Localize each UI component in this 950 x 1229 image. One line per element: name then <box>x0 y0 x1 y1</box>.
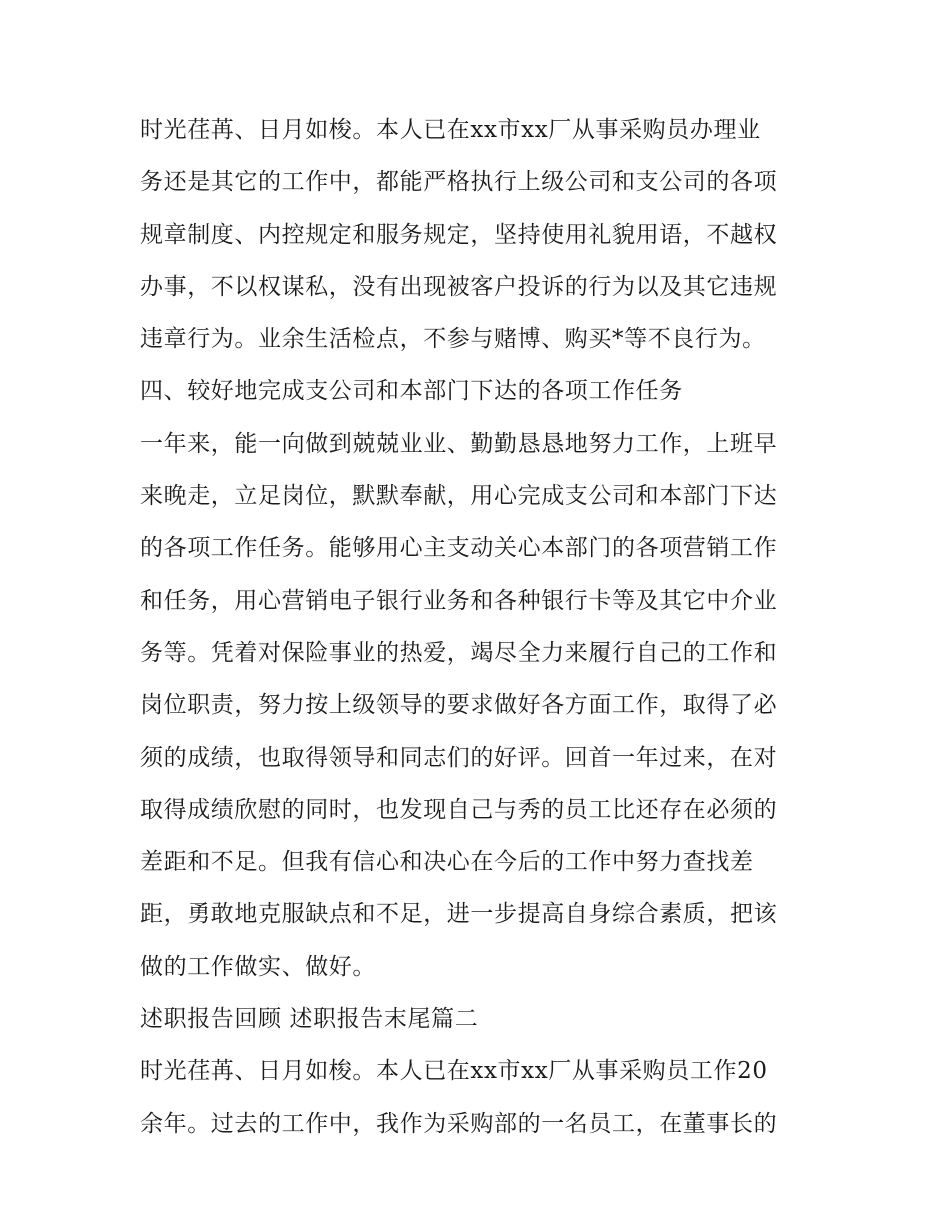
section-heading: 四、较好地完成支公司和本部门下达的各项工作任务 <box>140 378 683 405</box>
text-line: 规章制度、内控规定和服务规定，坚持使用礼貌用语，不越权 <box>140 221 778 248</box>
body-text <box>140 104 820 1150</box>
section-heading: 述职报告回顾 述职报告末尾篇二 <box>140 1006 479 1033</box>
text-line: 岗位职责，努力按上级领导的要求做好各方面工作，取得了必 <box>140 692 778 719</box>
text-line: 做的工作做实、做好。 <box>140 953 376 980</box>
text-line: 时光荏苒、日月如梭。本人已在xx市xx厂从事采购员工作20 <box>140 1058 768 1085</box>
text-line: 违章行为。业余生活检点，不参与赌博、购买*等不良行为。 <box>140 326 766 353</box>
text-line: 和任务，用心营销电子银行业务和各种银行卡等及其它中介业 <box>140 587 778 614</box>
text-line: 办事，不以权谋私，没有出现被客户投诉的行为以及其它违规 <box>140 273 778 300</box>
text-line: 余年。过去的工作中，我作为采购部的一名员工，在董事长的 <box>140 1110 778 1137</box>
text-line: 距，勇敢地克服缺点和不足，进一步提高自身综合素质，把该 <box>140 901 778 928</box>
text-line: 时光荏苒、日月如梭。本人已在xx市xx厂从事采购员办理业 <box>140 117 761 143</box>
text-line: 取得成绩欣慰的同时，也发现自己与秀的员工比还存在必须的 <box>140 796 778 823</box>
text-line: 务等。凭着对保险事业的热爱，竭尽全力来履行自己的工作和 <box>140 639 778 666</box>
text-line: 一年来，能一向做到兢兢业业、勤勤恳恳地努力工作，上班早 <box>140 430 778 457</box>
text-line: 务还是其它的工作中，都能严格执行上级公司和支公司的各项 <box>140 169 778 196</box>
text-line: 须的成绩，也取得领导和同志们的好评。回首一年过来，在对 <box>140 744 778 771</box>
text-line: 的各项工作任务。能够用心主支动关心本部门的各项营销工作 <box>140 535 778 562</box>
text-line: 来晚走，立足岗位，默默奉献，用心完成支公司和本部门下达 <box>140 483 778 510</box>
text-line: 差距和不足。但我有信心和决心在今后的工作中努力查找差 <box>140 849 754 876</box>
